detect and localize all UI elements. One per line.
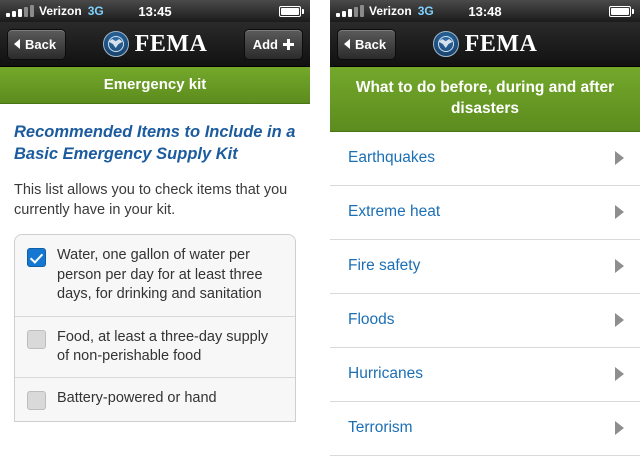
phone-screen-disaster-topics: [330, 0, 640, 466]
list-item-extreme-heat[interactable]: [330, 186, 640, 240]
chevron-right-icon: [615, 205, 624, 219]
checklist-item-label: Water, one gallon of water per person per day for at least three days, for drinking and sanitation: [57, 247, 263, 303]
plus-icon: [283, 39, 294, 50]
network-type-label: 3G: [87, 4, 104, 18]
page-title-left: Emergency kit: [0, 67, 310, 104]
add-button[interactable]: [244, 29, 303, 60]
checklist: [14, 234, 296, 422]
carrier-label: Verizon: [39, 4, 82, 18]
fema-wordmark: FEMA: [134, 30, 208, 57]
back-button-label: Back: [355, 36, 387, 52]
navigation-bar-left: [0, 22, 310, 67]
chevron-left-icon: [344, 39, 350, 49]
list-item-terrorism[interactable]: [330, 402, 640, 456]
phone-screen-emergency-kit: [0, 0, 310, 466]
list-item[interactable]: [15, 378, 295, 421]
status-bar-right: [330, 0, 640, 22]
carrier-label: Verizon: [369, 4, 412, 18]
back-button[interactable]: [337, 29, 396, 60]
list-item-label: Hurricanes: [348, 365, 423, 383]
list-item-label: Terrorism: [348, 419, 413, 437]
list-item[interactable]: [15, 317, 295, 379]
list-item-fire-safety[interactable]: [330, 240, 640, 294]
list-item-earthquakes[interactable]: [330, 132, 640, 186]
list-item-label: Floods: [348, 311, 395, 329]
page-title-right: What to do before, during and after disasters: [330, 67, 640, 132]
checkbox-icon[interactable]: [27, 330, 46, 349]
list-item-label: Earthquakes: [348, 149, 436, 167]
disaster-topic-list: [330, 132, 640, 456]
chevron-right-icon: [615, 151, 624, 165]
list-item-label: Fire safety: [348, 257, 421, 275]
checklist-item-label: Food, at least a three-day supply of non-perishable food: [57, 328, 269, 365]
status-bar-left: [0, 0, 310, 22]
network-type-label: 3G: [417, 4, 434, 18]
fema-seal-icon: [103, 31, 129, 57]
fema-seal-icon: [433, 31, 459, 57]
chevron-right-icon: [615, 259, 624, 273]
emergency-kit-content: [0, 104, 310, 466]
list-item-hurricanes[interactable]: [330, 348, 640, 402]
checkbox-checked-icon[interactable]: [27, 248, 46, 267]
checklist-item-label: Battery-powered or hand: [57, 390, 217, 407]
back-button-label: Back: [25, 36, 57, 52]
add-button-label: Add: [252, 36, 278, 52]
status-clock: 13:48: [468, 3, 502, 19]
section-intro-text: This list allows you to check items that you currently have in your kit.: [14, 181, 288, 219]
list-item-label: Extreme heat: [348, 203, 441, 221]
list-item[interactable]: [15, 235, 295, 316]
status-clock: 13:45: [138, 3, 172, 19]
list-item-floods[interactable]: [330, 294, 640, 348]
chevron-right-icon: [615, 313, 624, 327]
navigation-bar-right: [330, 22, 640, 67]
section-heading: Recommended Items to Include in a Basic Emergency Supply Kit: [14, 123, 296, 164]
back-button[interactable]: [7, 29, 66, 60]
checkbox-icon[interactable]: [27, 391, 46, 410]
chevron-left-icon: [14, 39, 20, 49]
chevron-right-icon: [615, 421, 624, 435]
fema-wordmark: FEMA: [464, 30, 538, 57]
chevron-right-icon: [615, 367, 624, 381]
